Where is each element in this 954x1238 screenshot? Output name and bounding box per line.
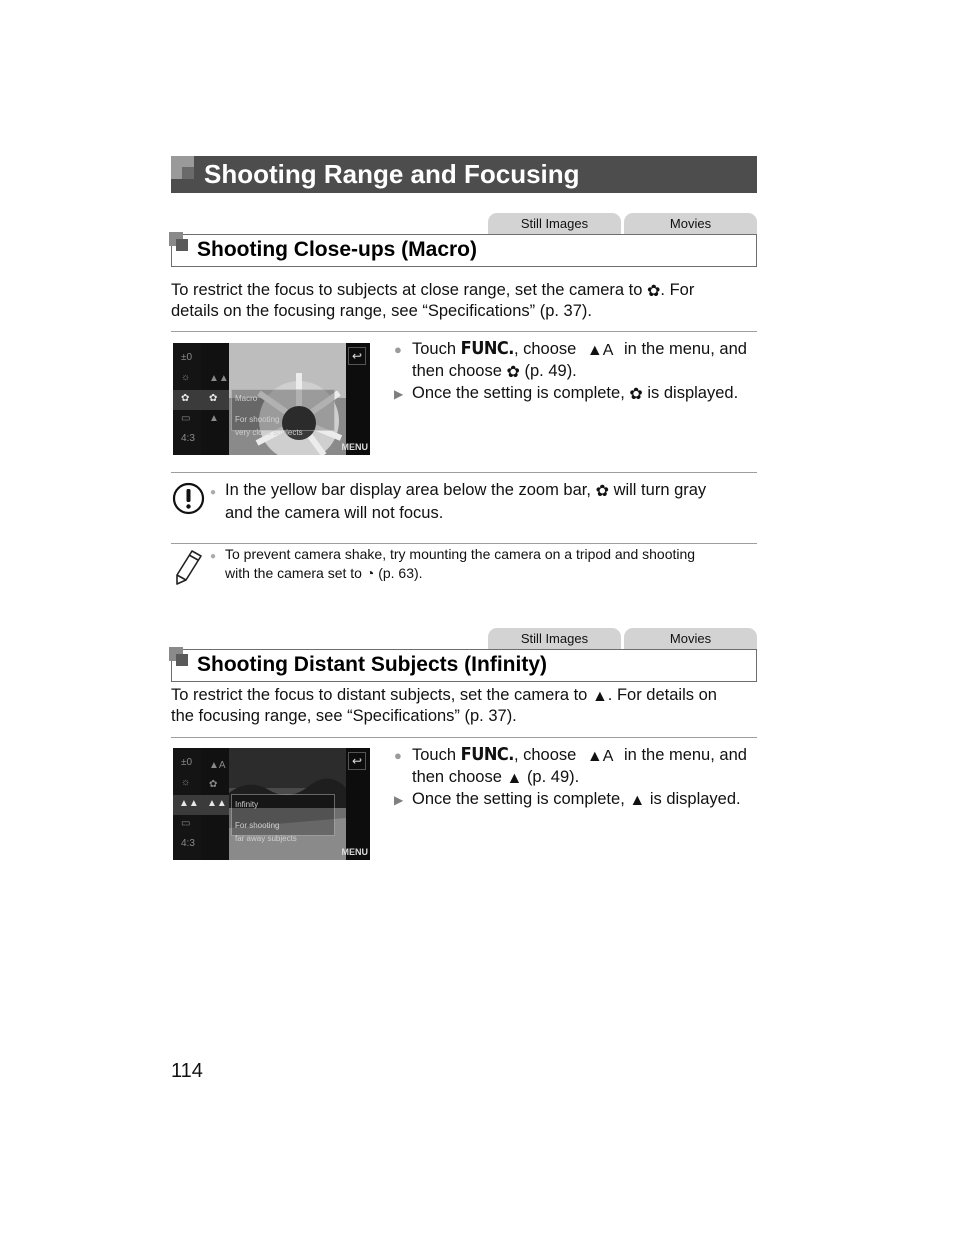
divider (171, 331, 757, 332)
func-button-label: FUNC. (460, 338, 514, 359)
step-text: , choose (513, 340, 577, 358)
intro-text: To restrict the focus to distant subjects, set the camera to (171, 686, 588, 704)
infinity-intro (171, 685, 757, 727)
section-title-infinity: Shooting Distant Subjects (Infinity) (197, 653, 547, 676)
screen-description: far away subjects (235, 834, 297, 843)
back-icon: ↩ (348, 347, 366, 365)
step-text: in the menu, and (624, 340, 747, 358)
intro-text: the focusing range, see “Specifications” (p. 37). (171, 707, 517, 725)
arrow-icon: ▶ (394, 793, 404, 807)
intro-text: . For (660, 281, 695, 299)
step-text: (p. 49). (524, 362, 577, 380)
divider (171, 472, 757, 473)
step-text: Touch (412, 746, 457, 764)
mountain-icon: ▲ (209, 413, 219, 424)
intro-text: To restrict the focus to subjects at close range, set the camera to (171, 281, 643, 299)
flower-icon: ✿ (595, 483, 609, 500)
arrow-icon: ▶ (394, 387, 404, 401)
step-text: , choose (513, 746, 577, 764)
infinity-step-1 (394, 744, 747, 767)
tab-still-images: Still Images (488, 213, 621, 234)
screen-mode-label: Macro (235, 394, 258, 403)
note-text: with the camera set to (225, 565, 362, 581)
macro-step-1 (394, 338, 747, 361)
mountain-icon: ▲ (629, 792, 646, 809)
caution-note: ● In the yellow bar display area below the zoom bar, ✿ will turn gray and the camera will not focus. (210, 481, 707, 522)
mountain-icon: ▲▲ (179, 798, 199, 809)
intro-text: . For details on (607, 686, 717, 704)
note-text: (p. 63). (378, 565, 423, 581)
focus-range-icon: ▲A (586, 342, 614, 359)
step-text: (p. 49). (526, 768, 580, 786)
divider (171, 543, 757, 544)
section-title-macro: Shooting Close-ups (Macro) (197, 238, 477, 261)
func-button-label: FUNC. (460, 744, 514, 765)
step-text: is displayed. (649, 790, 741, 808)
caution-text: In the yellow bar display area below the zoom bar, (225, 481, 591, 499)
step-text: then choose (412, 362, 502, 380)
back-icon: ↩ (348, 752, 366, 770)
bullet-icon: ● (394, 342, 402, 357)
step-text: Touch (412, 340, 457, 358)
step-text: Once the setting is complete, (412, 384, 625, 402)
bullet-icon: ● (394, 748, 402, 763)
intro-text: details on the focusing range, see “Specifications” (p. 37). (171, 302, 592, 320)
self-timer-icon: ◔ (365, 565, 375, 581)
exclamation-icon (172, 482, 205, 515)
tab-movies: Movies (624, 213, 757, 234)
pencil-icon (174, 548, 204, 588)
step-text: in the menu, and (624, 746, 747, 764)
macro-intro (171, 280, 757, 322)
mountain-icon: ▲A (209, 760, 226, 771)
divider (171, 737, 757, 738)
section-decoration (176, 654, 188, 666)
screen-description: very close subjects (235, 428, 303, 437)
screen-mode-label: Infinity (235, 800, 259, 809)
page-number: 114 (171, 1060, 203, 1082)
caution-text: will turn gray (613, 481, 707, 499)
flower-icon: ✿ (209, 779, 218, 790)
mountain-icon: ▲ (591, 688, 608, 705)
menu-button: MENU (341, 847, 368, 857)
focus-range-icon: ▲A (586, 748, 614, 765)
step-text: Once the setting is complete, (412, 790, 625, 808)
mountain-icon: ▲▲ (207, 798, 227, 809)
step-text: then choose (412, 768, 502, 786)
infinity-step-1-cont (412, 766, 579, 788)
flower-icon: ✿ (506, 364, 520, 381)
camera-screen-infinity: ±0 ☼ ▲▲ ▭ 4:3 ▲A ✿ ▲▲ Infinity For shooting far away subjects ↩ MENU (173, 748, 370, 860)
infinity-step-2 (394, 788, 741, 811)
screen-description: For shooting (235, 415, 280, 424)
section-decoration (176, 239, 188, 251)
mountain-icon: ▲▲ (209, 373, 229, 384)
tab-movies: Movies (624, 628, 757, 649)
page-title: Shooting Range and Focusing (204, 159, 580, 189)
flower-icon: ✿ (647, 283, 661, 300)
mountain-icon: ▲ (506, 770, 523, 787)
macro-step-2 (394, 382, 738, 405)
tip-note: ● To prevent camera shake, try mounting the camera on a tripod and shooting with the camera set to ◔ (p. 63). (210, 546, 696, 581)
note-text: To prevent camera shake, try mounting the camera on a tripod and shooting (225, 546, 696, 562)
step-text: is displayed. (647, 384, 739, 402)
flower-icon: ✿ (629, 386, 643, 403)
tab-still-images: Still Images (488, 628, 621, 649)
camera-screen-macro: ±0 ☼ ✿ ▭ 4:3 ▲▲ ✿ ▲ Macro For shooting very close subjects ↩ MENU (173, 343, 370, 455)
macro-step-1-cont (412, 360, 577, 382)
flower-icon: ✿ (209, 393, 218, 404)
title-decoration (182, 167, 194, 179)
screen-description: For shooting (235, 821, 280, 830)
menu-button: MENU (341, 442, 368, 452)
caution-text: and the camera will not focus. (225, 504, 444, 522)
flower-icon: ✿ (181, 393, 190, 404)
